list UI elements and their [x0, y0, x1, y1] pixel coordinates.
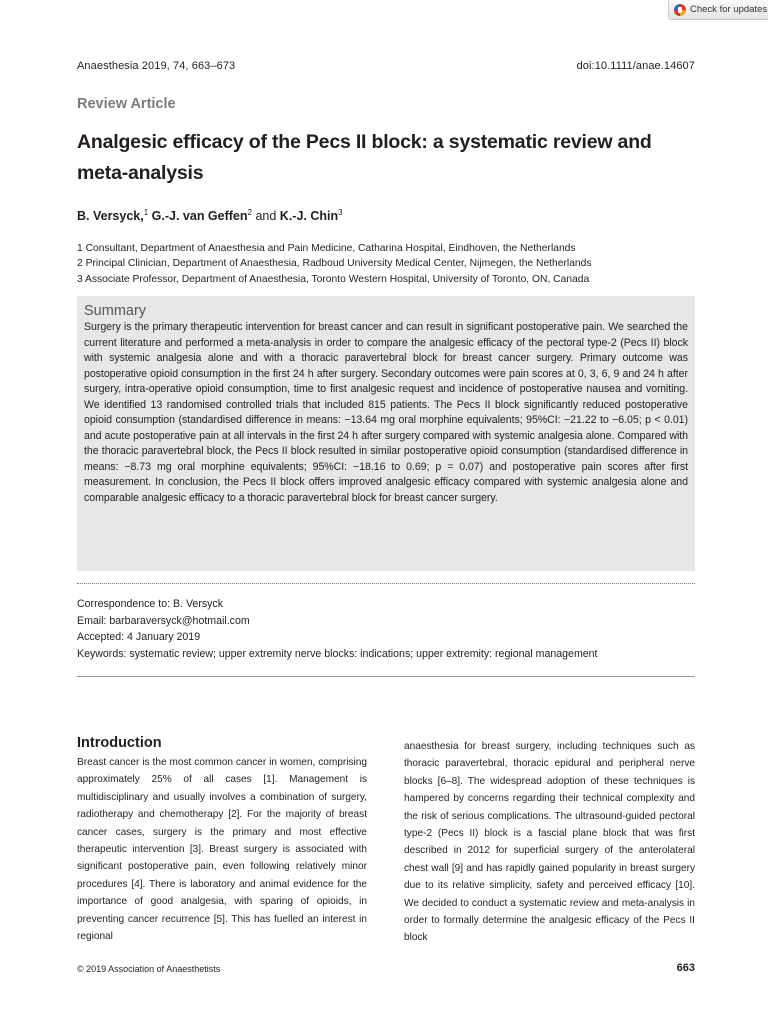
check-for-updates-label: Check for updates	[690, 4, 768, 15]
affiliation-marker: 1	[143, 208, 149, 217]
author-list	[77, 208, 343, 223]
page-number: 663	[676, 962, 695, 974]
journal-reference: Anaesthesia 2019, 74, 663–673	[77, 60, 236, 72]
summary-heading: Summary	[84, 303, 147, 319]
affiliation-line: 3 Associate Professor, Department of Anaesthesia, Toronto Western Hospital, University of Toronto, ON, Canada	[77, 273, 590, 285]
correspondence-line: Correspondence to: B. Versyck	[77, 598, 224, 610]
author-name[interactable]: K.-J. Chin	[279, 209, 339, 223]
authors-conjunction: and	[255, 209, 277, 223]
keywords: Keywords: systematic review; upper extremity nerve blocks: indications; upper extremity: regional management	[77, 648, 598, 661]
article-title: Analgesic efficacy of the Pecs II block: a systematic review and meta-analysis	[77, 131, 652, 184]
author-name[interactable]: G.-J. van Geffen	[151, 209, 248, 223]
right-column	[404, 738, 695, 947]
section-divider	[77, 676, 695, 677]
accepted-date: Accepted: 4 January 2019	[77, 631, 201, 644]
correspondence-block	[77, 596, 697, 663]
dotted-divider	[77, 583, 695, 584]
affiliations	[77, 241, 717, 287]
affiliation-line: 2 Principal Clinician, Department of Anaesthesia, Radboud University Medical Center, Nijmegen, the Netherlands	[77, 258, 592, 270]
summary-box	[77, 296, 695, 571]
article-type: Review Article	[77, 96, 176, 112]
introduction-paragraph-left: Breast cancer is the most common cancer in women, comprising approximately 25% of all cases [1]. Management is multidisciplinary and usually involves a combination of surgery, radiotherapy and chemotherapy [2]. For the majority of breast cancer cases, surgery is the primary and most effective therapeutic intervention [3]. Breast surgery is associated with significant postoperative pain, even following relatively minor procedures [4]. There is laboratory and animal evidence for the importance of good analgesia, with sparing of opioids, in preventing cancer recurrence [5]. This has fuelled an interest in regional	[77, 757, 367, 943]
copyright: © 2019 Association of Anaesthetists	[77, 964, 221, 974]
introduction-heading: Introduction	[77, 735, 162, 751]
affiliation-line: 1 Consultant, Department of Anaesthesia and Pain Medicine, Catharina Hospital, Eindhoven, the Netherlands	[77, 243, 576, 254]
author-name[interactable]: B. Versyck,	[77, 209, 144, 223]
affiliation-marker: 2	[247, 208, 252, 217]
crossmark-icon	[674, 4, 686, 16]
correspondence-email[interactable]: Email: barbaraversyck@hotmail.com	[77, 614, 250, 627]
introduction-paragraph-right: anaesthesia for breast surgery, including techniques such as thoracic paravertebral, thoracic epidural and peripheral nerve blocks [6–8]. The widespread adoption of these techniques is hampered by concerns regarding their technical complexity and the risk of serious complications. The ultrasound-guided pectoral type-2 (Pecs II) block is a fascial plane block that was first described in 2012 for superficial surgery of the anterolateral chest wall [9] and has rapidly gained popularity in breast surgery due to its relative simplicity, safety and perceived efficacy [10]. We decided to conduct a systematic review and meta-analysis in order to formally determine the analgesic efficacy of the Pecs II block	[404, 741, 695, 944]
check-for-updates-button[interactable]	[668, 0, 768, 20]
affiliation-marker: 3	[338, 208, 343, 217]
doi[interactable]: doi:10.1111/anae.14607	[576, 60, 695, 72]
left-column	[77, 734, 367, 945]
summary-text: Surgery is the primary therapeutic intervention for breast cancer and can result in significant postoperative pain. We searched the current literature and performed a meta-analysis in order to compare the analgesic efficacy of the pectoral type-2 (Pecs II) block with systemic analgesia alone and with a thoracic paravertebral block for breast cancer surgery. Primary outcome was postoperative opioid consumption in the first 24 h after surgery. Secondary outcomes were pain scores at 0, 3, 6, 9 and 24 h after surgery, intra-operative opioid consumption, time to first analgesic request and incidence of postoperative nausea and vomiting. We identified 13 randomised controlled trials that included 815 patients. The Pecs II block significantly reduced postoperative opioid consumption (standardised difference in means: −13.64 mg oral morphine equivalents; 95%CI: −21.22 to −6.05; p < 0.01) and acute postoperative pain at all intervals in the first 24 h after surgery compared with systemic analgesia alone. Compared with the thoracic paravertebral block, the Pecs II block resulted in similar postoperative opioid consumption (standardised difference in means: −8.73 mg oral morphine equivalents; 95%CI: −18.16 to 0.69; p = 0.07) and postoperative pain scores after first measurement. In conclusion, the Pecs II block offers improved analgesic efficacy compared with systemic analgesia alone and comparable analgesic efficacy to a thoracic paravertebral block for breast cancer surgery.	[84, 321, 688, 505]
